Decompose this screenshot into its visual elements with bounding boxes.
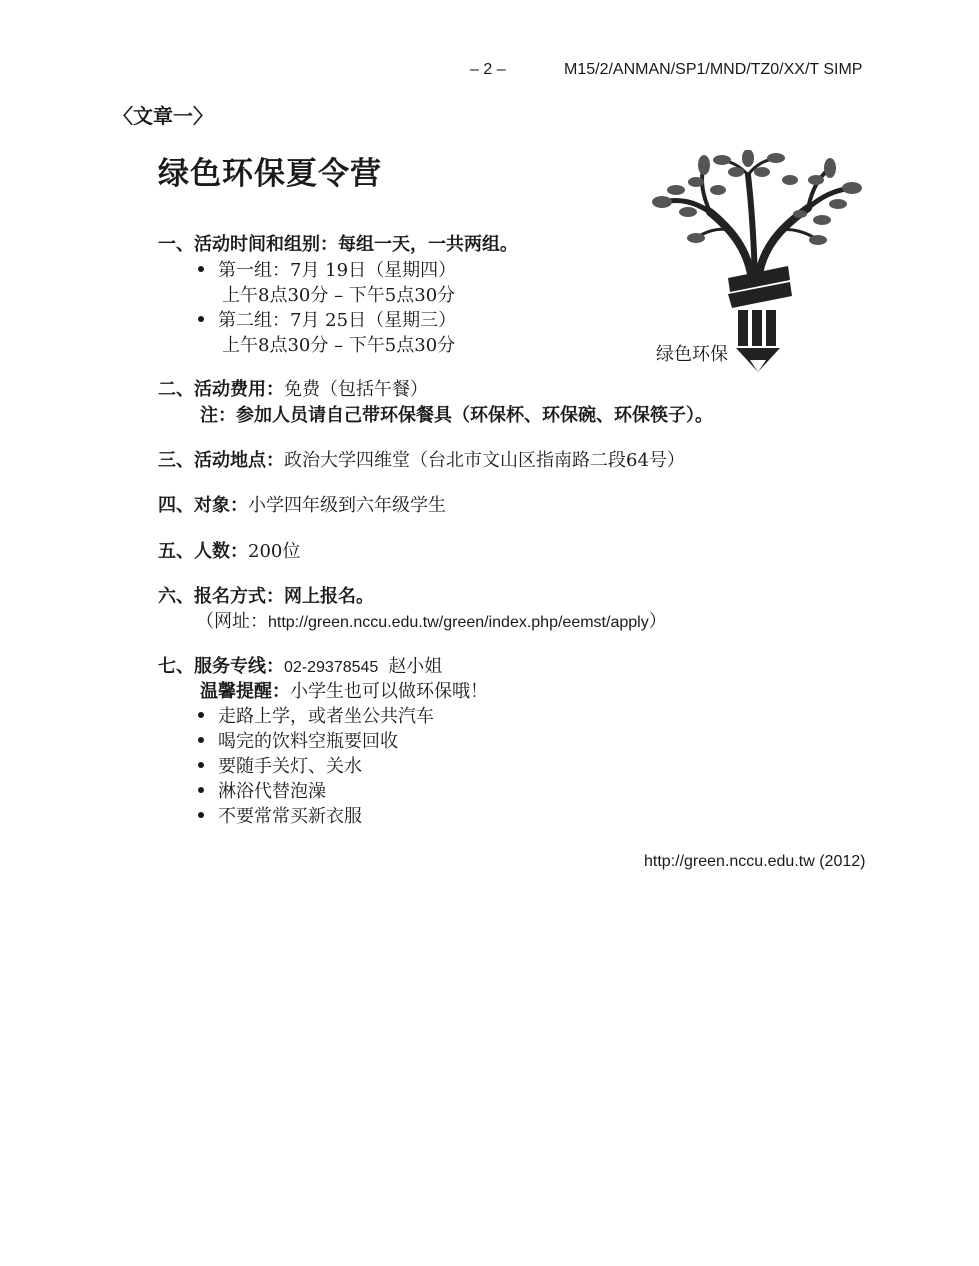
bullet-dot (198, 787, 204, 793)
section-2-note: 注：参加人员请自己带环保餐具（环保杯、环保碗、环保筷子）。 (200, 405, 713, 426)
tip-item: 喝完的饮料空瓶要回收 (218, 731, 398, 752)
document-code: M15/2/ANMAN/SP1/MND/TZ0/XX/T SIMP (564, 61, 863, 78)
list-item (198, 802, 362, 828)
url-suffix: ） (648, 611, 667, 632)
bullet-dot (198, 737, 204, 743)
tip-item: 淋浴代替泡澡 (218, 781, 326, 802)
section-5-value: 200位 (248, 541, 301, 562)
bullet-dot (198, 762, 204, 768)
tip-item: 走路上学，或者坐公共汽车 (218, 706, 434, 727)
list-item (198, 752, 362, 778)
section-7-label: 七、服务专线： (158, 656, 284, 677)
section-2 (158, 375, 428, 401)
logo-caption: 绿色环保 (656, 344, 728, 365)
service-contact: 赵小姐 (388, 656, 443, 677)
section-2-label: 二、活动费用： (158, 379, 284, 400)
list-item (198, 306, 456, 332)
page-number: – 2 – (470, 61, 506, 78)
section-5 (158, 537, 300, 563)
section-4-value: 小学四年级到六年级学生 (248, 495, 446, 516)
bullet-dot (198, 712, 204, 718)
section-3-label: 三、活动地点： (158, 450, 284, 471)
source-footer: http://green.nccu.edu.tw (2012) (644, 853, 866, 870)
section-6-label: 六、报名方式：网上报名。 (158, 586, 374, 607)
list-item (198, 727, 398, 753)
section-3-value: 政治大学四维堂（台北市文山区指南路二段64号） (284, 450, 685, 471)
tip-value: 小学生也可以做环保哦！ (290, 681, 488, 702)
tip-item: 要随手关灯、关水 (218, 756, 362, 777)
service-phone: 02-29378545 (284, 659, 379, 676)
bullet-dot (198, 316, 204, 322)
group-2-day: 第二组：7月 25日（星期三） (218, 310, 457, 331)
section-4 (158, 491, 446, 517)
section-4-label: 四、对象： (158, 495, 248, 516)
section-1-label: 一、活动时间和组别：每组一天，一共两组。 (158, 234, 518, 255)
section-2-value: 免费（包括午餐） (284, 379, 428, 400)
tip-line (200, 677, 488, 703)
group-2-time: 上午8点30分 – 下午5点30分 (222, 335, 456, 356)
registration-url-link[interactable]: http://green.nccu.edu.tw/green/index.php/eemst/apply (268, 614, 649, 631)
bullet-dot (198, 812, 204, 818)
list-item (198, 702, 434, 728)
list-item (198, 256, 456, 282)
page-title: 绿色环保夏令营 (158, 156, 382, 192)
tip-label: 温馨提醒： (200, 681, 290, 702)
article-label: 〈文章一〉 (113, 104, 213, 128)
tip-item: 不要常常买新衣服 (218, 806, 362, 827)
list-item (198, 777, 326, 803)
url-prefix: （网址： (196, 611, 268, 632)
section-5-label: 五、人数： (158, 541, 248, 562)
section-3 (158, 446, 685, 472)
section-6-url-line (196, 607, 667, 633)
section-7 (158, 652, 442, 678)
group-1-time: 上午8点30分 – 下午5点30分 (222, 285, 456, 306)
bullet-dot (198, 266, 204, 272)
group-1-day: 第一组：7月 19日（星期四） (218, 260, 457, 281)
